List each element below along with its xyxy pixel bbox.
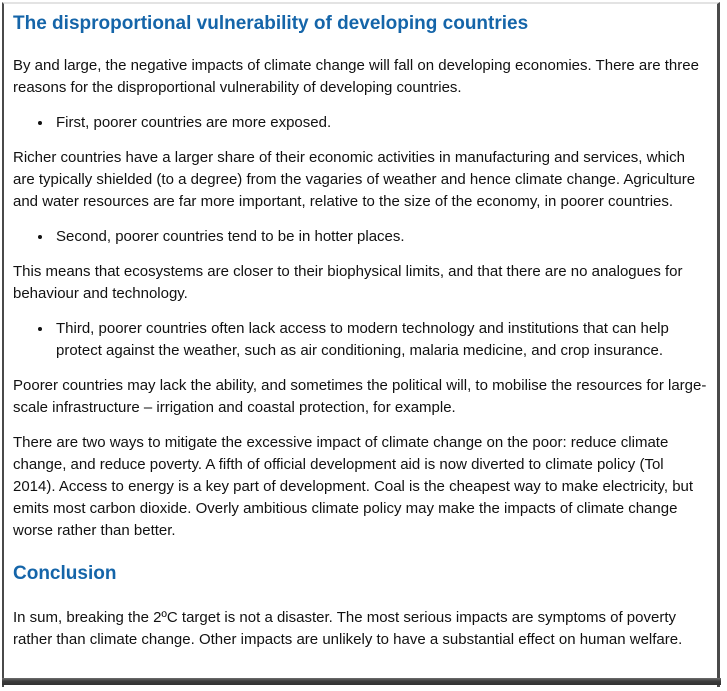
bullet-item-third: • Third, poorer countries often lack access to modern technology and institutions that can help protect against the weather, such as air conditioning, malaria medicine, and crop insurance.	[53, 318, 709, 362]
article-content	[4, 4, 717, 651]
bullet-list-first	[13, 112, 709, 134]
bottom-divider-bar	[2, 678, 721, 685]
paragraph-mitigation: There are two ways to mitigate the excessive impact of climate change on the poor: reduce climate change, and reduce poverty. A fifth of official development aid is now diverted to climate policy (Tol 2014). Access to energy is a key part of development. Coal is the cheapest way to make electricity, but emits most carbon dioxide. Overly ambitious climate policy may make the impacts of climate change worse rather than better.	[13, 434, 694, 539]
bullet-item-second: • Second, poorer countries tend to be in hotter places.	[53, 226, 709, 248]
bullet-list-third	[13, 318, 709, 362]
bullet-list-second	[13, 226, 709, 248]
page-frame	[2, 2, 720, 687]
section-heading-conclusion: Conclusion	[13, 563, 117, 584]
paragraph-ecosystems: This means that ecosystems are closer to their biophysical limits, and that there are no analogues for behaviour and technology.	[13, 263, 683, 302]
paragraph-mobilise-resources: Poorer countries may lack the ability, and sometimes the political will, to mobilise the resources for large-scale infrastructure – irrigation and coastal protection, for example.	[13, 377, 707, 416]
paragraph-intro: By and large, the negative impacts of climate change will fall on developing economies. There are three reasons for the disproportional vulnerability of developing countries.	[13, 57, 699, 96]
section-heading-vulnerability: The disproportional vulnerability of developing countries	[13, 13, 529, 34]
paragraph-richer-countries: Richer countries have a larger share of their economic activities in manufacturing and services, which are typically shielded (to a degree) from the vagaries of weather and hence climate change. Agriculture and water resources are far more important, relative to the size of the economy, in poorer countries.	[13, 149, 696, 210]
paragraph-conclusion: In sum, breaking the 2ºC target is not a disaster. The most serious impacts are symptoms of poverty rather than climate change. Other impacts are unlikely to have a substantial effect on human welfare.	[13, 609, 683, 648]
bullet-item-first: • First, poorer countries are more exposed.	[53, 112, 709, 134]
